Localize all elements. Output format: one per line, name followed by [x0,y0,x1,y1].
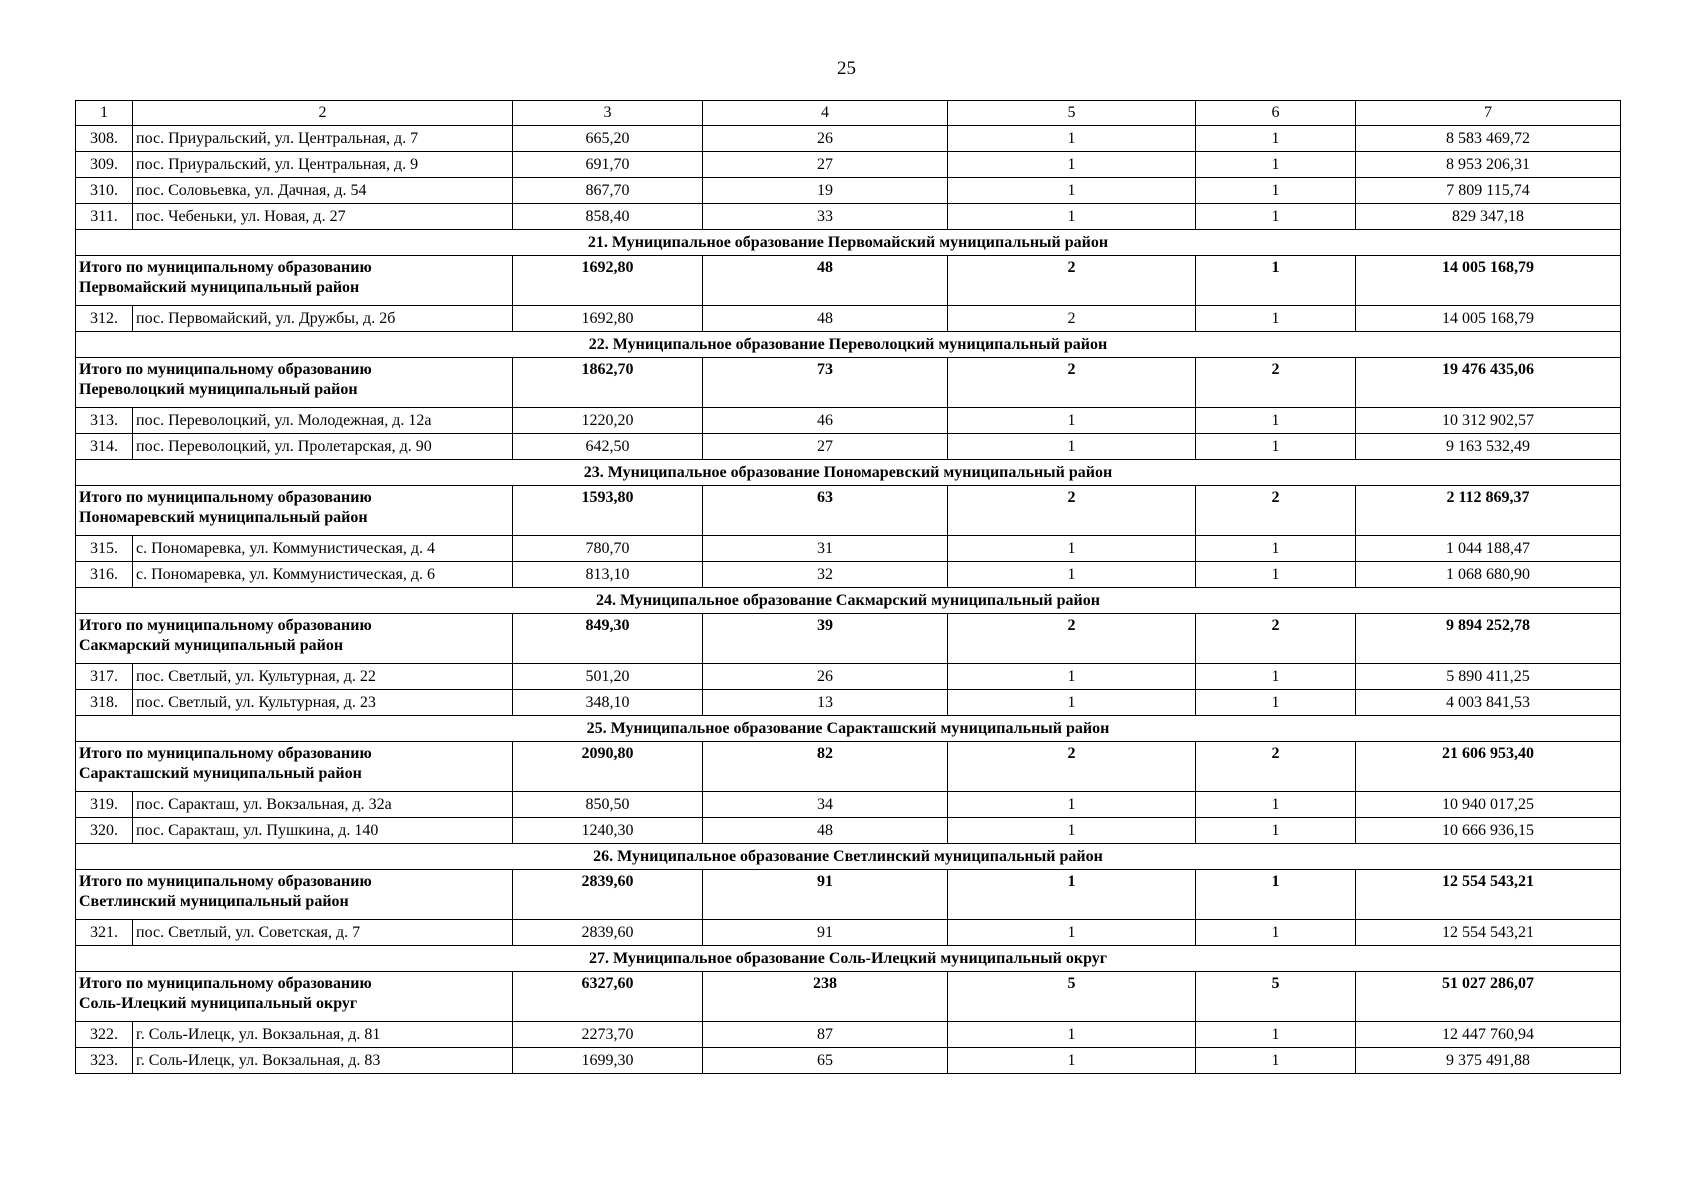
area-value: 867,70 [513,178,703,204]
cost-value: 10 940 017,25 [1356,792,1621,818]
cost-value: 14 005 168,79 [1356,256,1621,306]
row-number: 317. [76,664,133,690]
count-value: 2 [1196,486,1356,536]
address: пос. Переволоцкий, ул. Пролетарская, д. 90 [133,434,513,460]
row-number: 310. [76,178,133,204]
table-row [76,818,1621,844]
address: пос. Светлый, ул. Советская, д. 7 [133,920,513,946]
cost-value: 1 044 188,47 [1356,536,1621,562]
count-value: 2 [948,256,1196,306]
area-value: 501,20 [513,664,703,690]
area-value: 858,40 [513,204,703,230]
subtotal-label-line: Сакмарский муниципальный район [79,637,344,654]
table-row [76,434,1621,460]
row-number: 309. [76,152,133,178]
count-value: 1 [1196,792,1356,818]
area-value: 2839,60 [513,920,703,946]
count-value: 2 [1196,742,1356,792]
section-heading: 25. Муниципальное образование Саракташский муниципальный район [76,716,1621,742]
cost-value: 8 583 469,72 [1356,126,1621,152]
count-value: 91 [703,870,948,920]
subtotal-row [76,742,1621,792]
cost-value: 19 476 435,06 [1356,358,1621,408]
count-value: 1 [1196,1022,1356,1048]
count-value: 1 [1196,256,1356,306]
section-heading: 27. Муниципальное образование Соль-Илецкий муниципальный округ [76,946,1621,972]
area-value: 691,70 [513,152,703,178]
subtotal-row [76,870,1621,920]
subtotal-label-line: Соль-Илецкий муниципальный округ [79,995,358,1012]
subtotal-row [76,972,1621,1022]
count-value: 2 [1196,614,1356,664]
count-value: 1 [948,818,1196,844]
area-value: 849,30 [513,614,703,664]
count-value: 2 [948,614,1196,664]
page-number: 25 [837,58,856,79]
subtotal-label [76,870,513,920]
subtotal-label [76,614,513,664]
row-number: 312. [76,306,133,332]
cost-value: 2 112 869,37 [1356,486,1621,536]
cost-value: 8 953 206,31 [1356,152,1621,178]
count-value: 87 [703,1022,948,1048]
section-heading-row [76,588,1621,614]
cost-value: 1 068 680,90 [1356,562,1621,588]
count-value: 2 [1196,358,1356,408]
row-number: 308. [76,126,133,152]
cost-value: 12 447 760,94 [1356,1022,1621,1048]
count-value: 1 [1196,1048,1356,1074]
count-value: 46 [703,408,948,434]
row-number: 323. [76,1048,133,1074]
subtotal-label-line: Итого по муниципальному образованию [79,617,372,634]
cost-value: 5 890 411,25 [1356,664,1621,690]
area-value: 1220,20 [513,408,703,434]
count-value: 1 [948,870,1196,920]
area-value: 1862,70 [513,358,703,408]
address: г. Соль-Илецк, ул. Вокзальная, д. 83 [133,1048,513,1074]
subtotal-label-line: Итого по муниципальному образованию [79,259,372,276]
section-heading: 21. Муниципальное образование Первомайский муниципальный район [76,230,1621,256]
table-row [76,152,1621,178]
count-value: 1 [948,536,1196,562]
row-number: 320. [76,818,133,844]
table-row [76,920,1621,946]
cost-value: 9 375 491,88 [1356,1048,1621,1074]
area-value: 348,10 [513,690,703,716]
area-value: 1240,30 [513,818,703,844]
row-number: 311. [76,204,133,230]
count-value: 48 [703,818,948,844]
count-value: 63 [703,486,948,536]
table-row [76,1048,1621,1074]
count-value: 1 [1196,536,1356,562]
count-value: 73 [703,358,948,408]
area-value: 2273,70 [513,1022,703,1048]
section-heading-row [76,230,1621,256]
row-number: 313. [76,408,133,434]
count-value: 82 [703,742,948,792]
count-value: 13 [703,690,948,716]
subtotal-row [76,614,1621,664]
count-value: 1 [948,792,1196,818]
address: пос. Чебеньки, ул. Новая, д. 27 [133,204,513,230]
cost-value: 14 005 168,79 [1356,306,1621,332]
count-value: 34 [703,792,948,818]
address: пос. Переволоцкий, ул. Молодежная, д. 12а [133,408,513,434]
area-value: 1593,80 [513,486,703,536]
row-number: 318. [76,690,133,716]
column-number-header: 7 [1356,101,1621,126]
column-number-header: 4 [703,101,948,126]
count-value: 1 [948,920,1196,946]
count-value: 1 [1196,306,1356,332]
address: пос. Саракташ, ул. Вокзальная, д. 32а [133,792,513,818]
subtotal-label-line: Итого по муниципальному образованию [79,361,372,378]
table-body [76,101,1621,1074]
column-number-header: 3 [513,101,703,126]
section-heading-row [76,946,1621,972]
subtotal-label [76,972,513,1022]
area-value: 850,50 [513,792,703,818]
area-value: 6327,60 [513,972,703,1022]
table-row [76,562,1621,588]
area-value: 780,70 [513,536,703,562]
address: с. Пономаревка, ул. Коммунистическая, д. 4 [133,536,513,562]
count-value: 1 [1196,126,1356,152]
count-value: 1 [1196,204,1356,230]
count-value: 32 [703,562,948,588]
section-heading: 23. Муниципальное образование Пономаревский муниципальный район [76,460,1621,486]
area-value: 642,50 [513,434,703,460]
data-table [75,100,1621,1074]
row-number: 322. [76,1022,133,1048]
cost-value: 51 027 286,07 [1356,972,1621,1022]
address: с. Пономаревка, ул. Коммунистическая, д. 6 [133,562,513,588]
count-value: 1 [1196,690,1356,716]
subtotal-row [76,358,1621,408]
subtotal-row [76,256,1621,306]
count-value: 33 [703,204,948,230]
subtotal-label [76,358,513,408]
cost-value: 829 347,18 [1356,204,1621,230]
table-row [76,690,1621,716]
area-value: 665,20 [513,126,703,152]
table-row [76,536,1621,562]
address: пос. Приуральский, ул. Центральная, д. 7 [133,126,513,152]
count-value: 5 [1196,972,1356,1022]
column-number-header-row [76,101,1621,126]
count-value: 1 [1196,178,1356,204]
count-value: 91 [703,920,948,946]
column-number-header: 1 [76,101,133,126]
subtotal-label-line: Итого по муниципальному образованию [79,873,372,890]
cost-value: 12 554 543,21 [1356,920,1621,946]
table-row [76,792,1621,818]
count-value: 1 [948,204,1196,230]
table-row [76,178,1621,204]
address: пос. Светлый, ул. Культурная, д. 23 [133,690,513,716]
count-value: 1 [1196,870,1356,920]
cost-value: 21 606 953,40 [1356,742,1621,792]
count-value: 1 [948,1048,1196,1074]
count-value: 27 [703,152,948,178]
table-row [76,306,1621,332]
subtotal-label-line: Пономаревский муниципальный район [79,509,368,526]
subtotal-label-line: Итого по муниципальному образованию [79,489,372,506]
subtotal-label [76,486,513,536]
subtotal-label [76,742,513,792]
count-value: 1 [948,152,1196,178]
section-heading: 24. Муниципальное образование Сакмарский муниципальный район [76,588,1621,614]
cost-value: 9 163 532,49 [1356,434,1621,460]
count-value: 48 [703,306,948,332]
subtotal-row [76,486,1621,536]
row-number: 315. [76,536,133,562]
cost-value: 10 312 902,57 [1356,408,1621,434]
row-number: 321. [76,920,133,946]
count-value: 27 [703,434,948,460]
count-value: 19 [703,178,948,204]
subtotal-label-line: Итого по муниципальному образованию [79,975,372,992]
subtotal-label-line: Саракташский муниципальный район [79,765,362,782]
count-value: 2 [948,742,1196,792]
subtotal-label-line: Светлинский муниципальный район [79,893,349,910]
address: пос. Светлый, ул. Культурная, д. 22 [133,664,513,690]
section-heading: 26. Муниципальное образование Светлинский муниципальный район [76,844,1621,870]
section-heading-row [76,844,1621,870]
area-value: 2839,60 [513,870,703,920]
count-value: 1 [1196,920,1356,946]
area-value: 813,10 [513,562,703,588]
subtotal-label-line: Первомайский муниципальный район [79,279,360,296]
address: пос. Приуральский, ул. Центральная, д. 9 [133,152,513,178]
count-value: 2 [948,486,1196,536]
count-value: 1 [1196,434,1356,460]
column-number-header: 2 [133,101,513,126]
count-value: 5 [948,972,1196,1022]
section-heading-row [76,332,1621,358]
column-number-header: 6 [1196,101,1356,126]
address: пос. Первомайский, ул. Дружбы, д. 2б [133,306,513,332]
cost-value: 4 003 841,53 [1356,690,1621,716]
cost-value: 9 894 252,78 [1356,614,1621,664]
count-value: 26 [703,664,948,690]
row-number: 314. [76,434,133,460]
count-value: 1 [948,126,1196,152]
section-heading-row [76,460,1621,486]
count-value: 2 [948,306,1196,332]
count-value: 1 [1196,664,1356,690]
address: г. Соль-Илецк, ул. Вокзальная, д. 81 [133,1022,513,1048]
table-row [76,408,1621,434]
count-value: 48 [703,256,948,306]
count-value: 238 [703,972,948,1022]
row-number: 316. [76,562,133,588]
row-number: 319. [76,792,133,818]
count-value: 39 [703,614,948,664]
count-value: 1 [948,408,1196,434]
area-value: 1699,30 [513,1048,703,1074]
cost-value: 12 554 543,21 [1356,870,1621,920]
count-value: 1 [948,664,1196,690]
table-row [76,664,1621,690]
count-value: 31 [703,536,948,562]
count-value: 1 [948,434,1196,460]
count-value: 1 [1196,562,1356,588]
area-value: 2090,80 [513,742,703,792]
subtotal-label-line: Переволоцкий муниципальный район [79,381,358,398]
count-value: 1 [948,178,1196,204]
address: пос. Соловьевка, ул. Дачная, д. 54 [133,178,513,204]
section-heading: 22. Муниципальное образование Переволоцкий муниципальный район [76,332,1621,358]
cost-value: 10 666 936,15 [1356,818,1621,844]
count-value: 1 [948,690,1196,716]
area-value: 1692,80 [513,306,703,332]
count-value: 1 [1196,408,1356,434]
count-value: 65 [703,1048,948,1074]
subtotal-label [76,256,513,306]
subtotal-label-line: Итого по муниципальному образованию [79,745,372,762]
count-value: 2 [948,358,1196,408]
column-number-header: 5 [948,101,1196,126]
table-row [76,126,1621,152]
area-value: 1692,80 [513,256,703,306]
count-value: 26 [703,126,948,152]
count-value: 1 [948,1022,1196,1048]
section-heading-row [76,716,1621,742]
table-row [76,1022,1621,1048]
count-value: 1 [1196,152,1356,178]
count-value: 1 [1196,818,1356,844]
table-row [76,204,1621,230]
count-value: 1 [948,562,1196,588]
cost-value: 7 809 115,74 [1356,178,1621,204]
address: пос. Саракташ, ул. Пушкина, д. 140 [133,818,513,844]
